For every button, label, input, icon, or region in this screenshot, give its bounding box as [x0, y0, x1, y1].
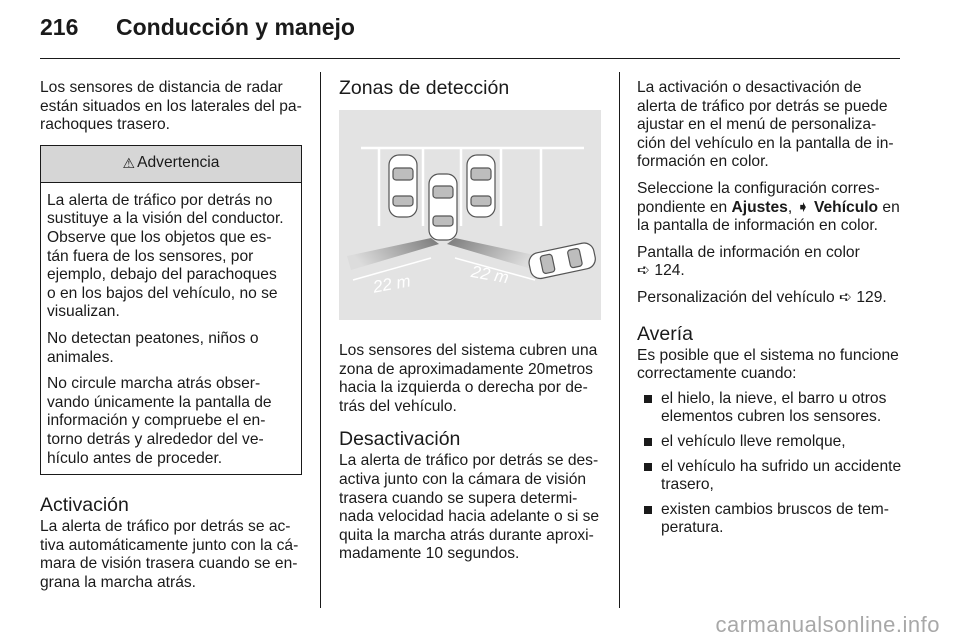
text-line: madamente 10 segundos. [339, 545, 520, 563]
text-line: La alerta de tráfico por detrás se des- [339, 452, 599, 470]
activation-section [40, 494, 302, 592]
text-line: correctamente cuando: [637, 365, 797, 383]
text-line: rachoques trasero. [40, 116, 171, 134]
text-line: hacia la izquierda o derecha por de- [339, 379, 588, 397]
warning-body [41, 183, 301, 474]
text-line: animales. [47, 348, 114, 366]
text-line: o en los bajos del vehículo, no se [47, 284, 278, 302]
column-divider-1 [320, 72, 321, 608]
text-line: Los sensores del sistema cubren una [339, 342, 598, 359]
text-line: zona de aproximadamente 20metros [339, 360, 593, 378]
page-title: Conducción y manejo [116, 14, 355, 40]
detection-zones-illustration [339, 110, 601, 320]
text-fragment: en [878, 198, 900, 216]
warning-box [40, 145, 302, 475]
column-1 [40, 79, 302, 592]
activation-heading: Activación [40, 494, 129, 517]
text-line: ajustar en el menú de personaliza- [637, 116, 877, 134]
watermark: carmanualsonline.info [715, 612, 940, 637]
text-line: alerta de tráfico por detrás se puede [637, 97, 888, 115]
header-rule [40, 58, 900, 59]
text-line: están situados en los laterales del pa- [40, 97, 302, 115]
column-2 [339, 77, 601, 564]
zones-paragraph [339, 342, 601, 416]
left-distance-label: 22 m [371, 271, 413, 297]
list-item [637, 501, 907, 538]
averia-heading: Avería [637, 322, 694, 345]
reversing-car [429, 174, 457, 240]
text-line: trasero, [661, 476, 714, 494]
zones-heading: Zonas de detección [339, 77, 510, 99]
text-line: visualizan. [47, 303, 120, 321]
text-line: activa junto con la cámara de visión [339, 470, 587, 488]
warning-icon: ⚠ [122, 155, 136, 172]
text-line: ejemplo, debajo del parachoques [47, 266, 277, 284]
text-line: Observe que los objetos que es- [47, 228, 272, 246]
warning-paragraph [47, 330, 295, 367]
reference-paragraph [637, 244, 907, 281]
parked-car-left [389, 155, 417, 217]
text-line: quita la marcha atrás durante aproxi- [339, 526, 594, 544]
text-line: La alerta de tráfico por detrás no [47, 191, 273, 209]
parked-car-right [467, 155, 495, 217]
bullet-icon [644, 438, 652, 446]
text-line: el hielo, la nieve, el barro u otros [661, 389, 887, 407]
text-line: el vehículo lleve remolque, [661, 432, 846, 450]
bullet-icon [644, 395, 652, 403]
page-reference: ➪ 124. [637, 262, 685, 280]
text-line: ción del vehículo en la pantalla de in- [637, 134, 894, 152]
page-header [40, 14, 920, 54]
list-item [637, 390, 907, 427]
list-item [637, 433, 907, 452]
deactivation-section [339, 428, 601, 564]
text-line: La activación o desactivación de [637, 79, 862, 96]
text-line: Seleccione la configuración corres- [637, 179, 880, 197]
column-divider-2 [619, 72, 620, 608]
text-line: mara de visión trasera cuando se en- [40, 555, 298, 573]
text-line: trás del vehículo. [339, 397, 457, 415]
averia-section [637, 323, 907, 538]
warning-paragraph [47, 375, 295, 468]
text-line: nada velocidad hacia adelante o si se [339, 508, 600, 526]
column-3 [637, 79, 907, 544]
text-line: tiva automáticamente junto con la cá- [40, 536, 299, 554]
detection-zones-drawing [339, 110, 601, 320]
reference-paragraph [637, 289, 907, 308]
text-line: elementos cubren los sensores. [661, 408, 882, 426]
text-line: Los sensores de distancia de radar [40, 79, 283, 96]
warning-header [41, 146, 301, 183]
approaching-car [527, 241, 597, 280]
text-line: No detectan peatones, niños o [47, 329, 259, 347]
text-line: el vehículo ha sufrido un accidente [661, 457, 902, 475]
text-line: hículo antes de proceder. [47, 449, 223, 467]
text-line: formación en color. [637, 153, 769, 171]
text-line: vando únicamente la pantalla de [47, 393, 272, 411]
warning-title: Advertencia [137, 154, 220, 172]
arrow-icon: ➧ [796, 198, 810, 216]
text-line: sustituye a la visión del conductor. [47, 210, 284, 228]
text-line: Pantalla de información en color [637, 243, 860, 261]
text-fragment: , [787, 198, 797, 216]
page-number: 216 [40, 14, 79, 40]
text-line: peratura. [661, 519, 724, 537]
right-distance-label: 22 m [469, 262, 511, 288]
text-line [637, 199, 907, 218]
text-line: tán fuera de los sensores, por [47, 247, 254, 265]
menu-ajustes: Ajustes [731, 198, 788, 216]
text-line: No circule marcha atrás obser- [47, 375, 261, 393]
bullet-icon [644, 506, 652, 514]
text-line: grana la marcha atrás. [40, 573, 197, 591]
text-fragment: pondiente en [637, 198, 732, 216]
text-line: La alerta de tráfico por detrás se ac- [40, 518, 291, 536]
intro-paragraph [40, 79, 302, 135]
settings-paragraph [637, 79, 907, 172]
select-setting-paragraph [637, 180, 907, 236]
warning-paragraph [47, 192, 295, 322]
text-line: la pantalla de información en color. [637, 217, 878, 235]
text-line: existen cambios bruscos de tem- [661, 500, 889, 518]
text-line: Es posible que el sistema no funcione [637, 346, 899, 364]
text-line: torno detrás y alrededor del ve- [47, 430, 264, 448]
averia-list [637, 390, 907, 538]
left-detection-zone [347, 238, 439, 270]
bullet-icon [644, 463, 652, 471]
list-item [637, 458, 907, 495]
text-line: trasera cuando se supera determi- [339, 489, 578, 507]
deactivation-heading: Desactivación [339, 428, 461, 451]
page-reference: Personalización del vehículo ➪ 129. [637, 288, 887, 306]
menu-vehiculo: Vehículo [813, 198, 879, 216]
text-line: información y compruebe el en- [47, 412, 266, 430]
